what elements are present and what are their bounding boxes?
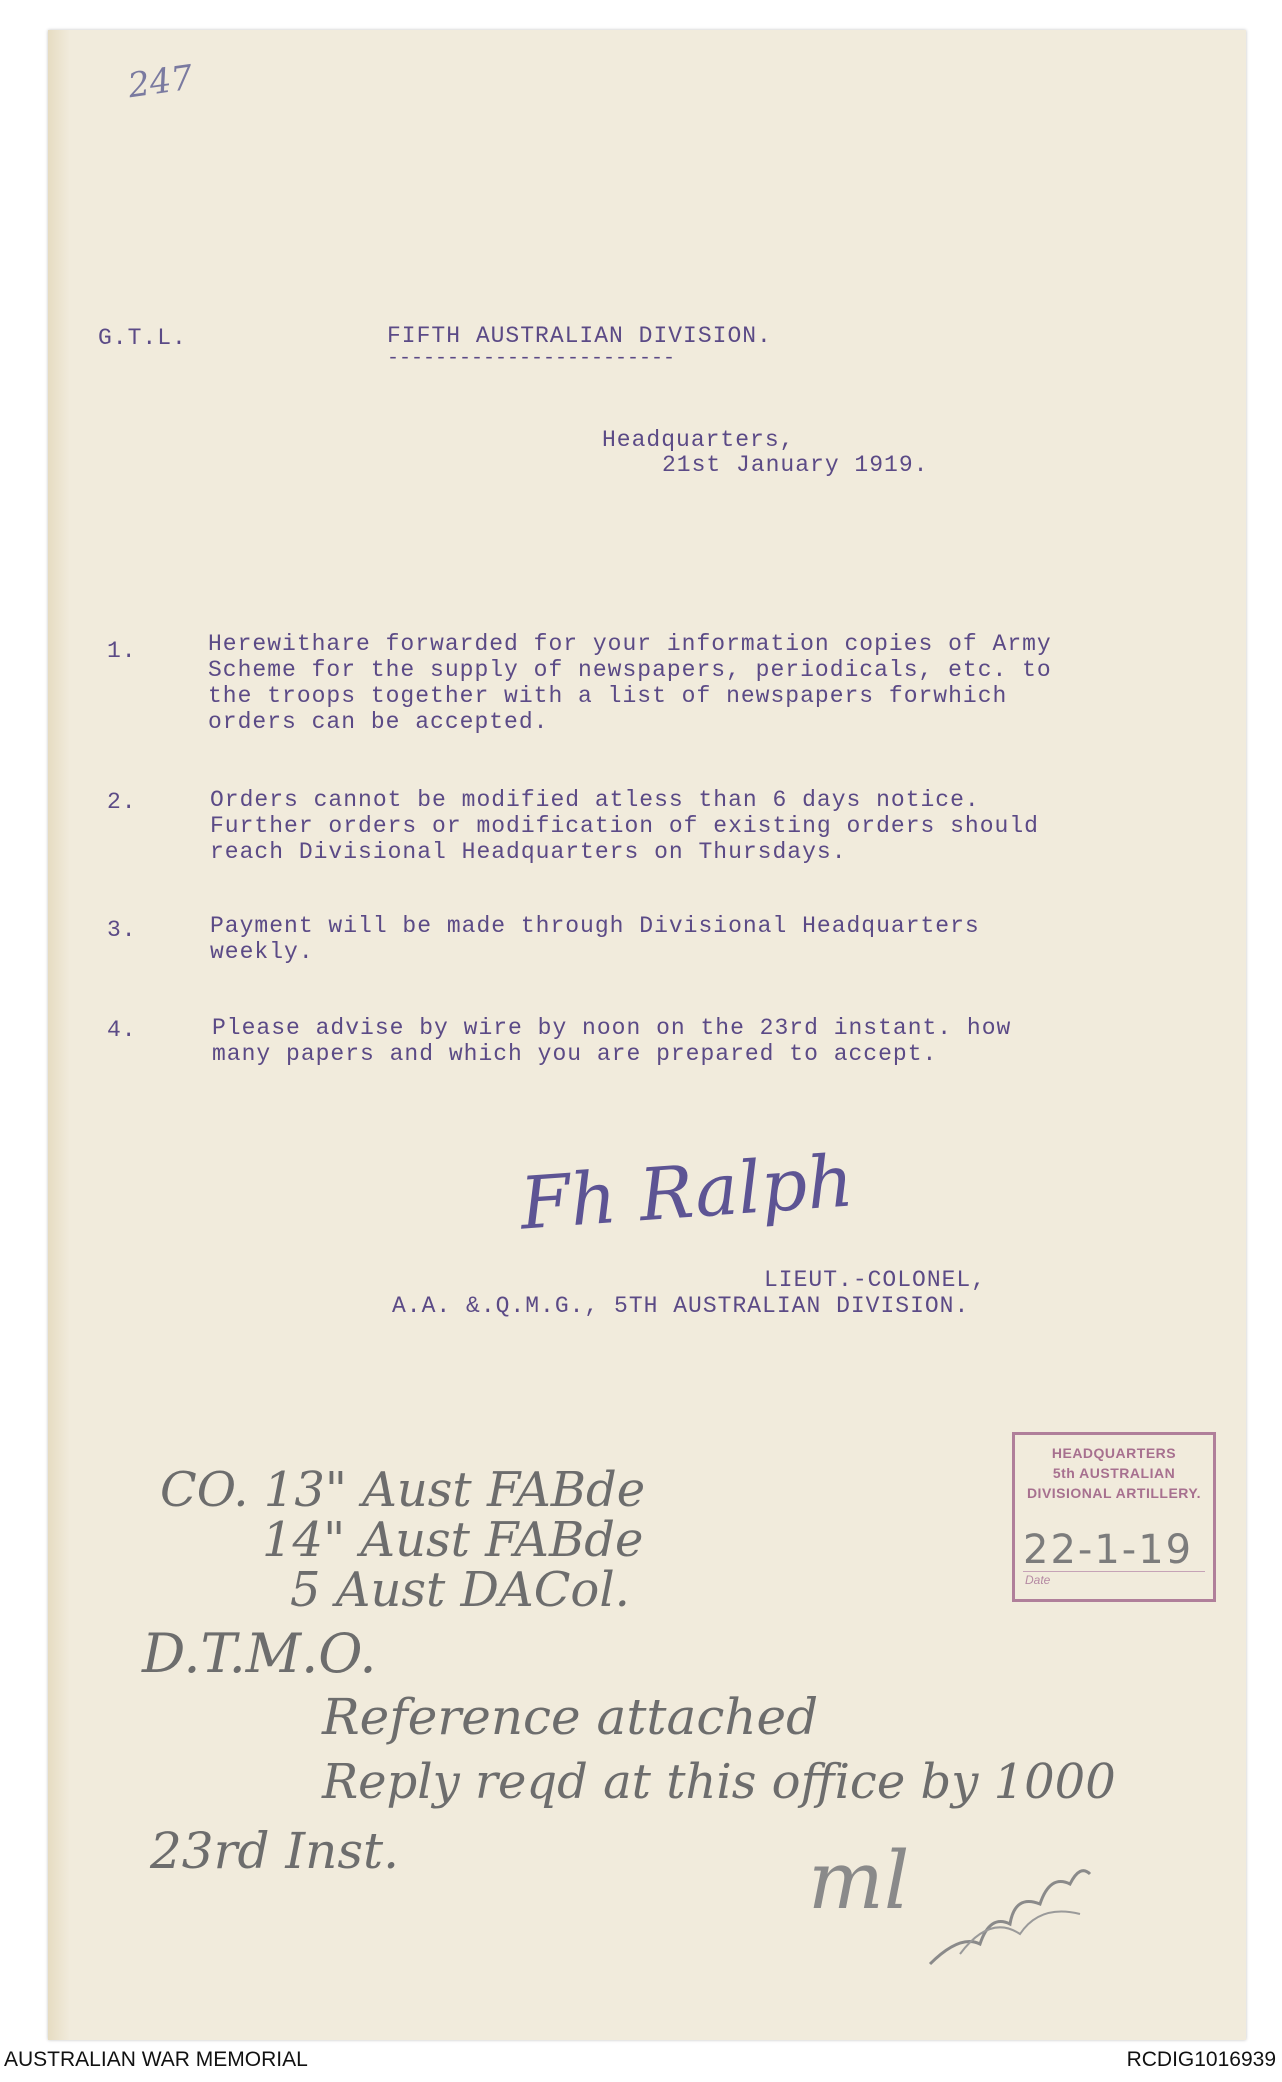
stamp-line: 5th AUSTRALIAN [1052, 1465, 1176, 1481]
received-stamp [1012, 1432, 1216, 1602]
paragraph-number: 4. [107, 1017, 137, 1043]
handwritten-line: CO. 13" Aust FABde [160, 1462, 646, 1518]
paragraph-line: many papers and which you are prepared to accept. [212, 1041, 938, 1067]
paragraph-line: Payment will be made through Divisional Headquarters [210, 913, 980, 939]
paragraph-line: orders can be accepted. [208, 709, 549, 735]
stamp-line: HEADQUARTERS [1051, 1445, 1177, 1461]
handwritten-line: 23rd Inst. [150, 1822, 400, 1880]
paragraph-line: Herewithare forwarded for your information copies of Army [208, 631, 1052, 657]
stamp-date-label: Date [1025, 1573, 1051, 1587]
stamp-date-rule [1023, 1571, 1205, 1572]
paragraph-line: Further orders or modification of existing orders should [210, 813, 1039, 839]
handwritten-line: Reply reqd at this office by 1000 [322, 1754, 1116, 1810]
header-date: 21st January 1919. [662, 452, 929, 478]
paragraph-line: Orders cannot be modified atless than 6 days notice. [210, 787, 980, 813]
paragraph-number: 1. [107, 638, 137, 664]
paragraph-line: reach Divisional Headquarters on Thursdays. [210, 839, 847, 865]
stamp-line: DIVISIONAL ARTILLERY. [1026, 1485, 1202, 1501]
paragraph-number: 3. [107, 917, 137, 943]
paragraph-line: weekly. [210, 939, 314, 965]
paragraph-line: Scheme for the supply of newspapers, periodicals, etc. to [208, 657, 1052, 683]
handwritten-line: 5 Aust DACol. [290, 1562, 630, 1618]
paragraph-line: the troops together with a list of newspapers forwhich [208, 683, 1008, 709]
handwritten-line: Reference attached [322, 1688, 819, 1746]
paragraph-number: 2. [107, 789, 137, 815]
signatory-appointment: A.A. &.Q.M.G., 5TH AUSTRALIAN DIVISION. [392, 1293, 970, 1319]
handwritten-line: 14" Aust FABde [262, 1512, 644, 1568]
reference-code: G.T.L. [98, 325, 187, 351]
document-title: FIFTH AUSTRALIAN DIVISION. [387, 323, 772, 349]
pencil-scribble-icon [920, 1854, 1100, 1974]
header-location: Headquarters, [602, 427, 795, 453]
archive-number: 247 [125, 57, 196, 107]
footer-left: AUSTRALIAN WAR MEMORIAL [4, 2048, 308, 2071]
paragraph-line: Please advise by wire by noon on the 23rd instant. how [212, 1015, 1012, 1041]
handwritten-initials: ml [808, 1834, 910, 1927]
footer-right: RCDIG1016939 [1126, 2048, 1276, 2071]
signature: Fh Ralph [517, 1138, 857, 1246]
handwritten-line: D.T.M.O. [142, 1622, 377, 1685]
signatory-rank: LIEUT.-COLONEL, [764, 1267, 987, 1293]
title-underline: ------------------------ [387, 347, 676, 370]
stamp-date: 22-1-19 [1023, 1527, 1194, 1573]
